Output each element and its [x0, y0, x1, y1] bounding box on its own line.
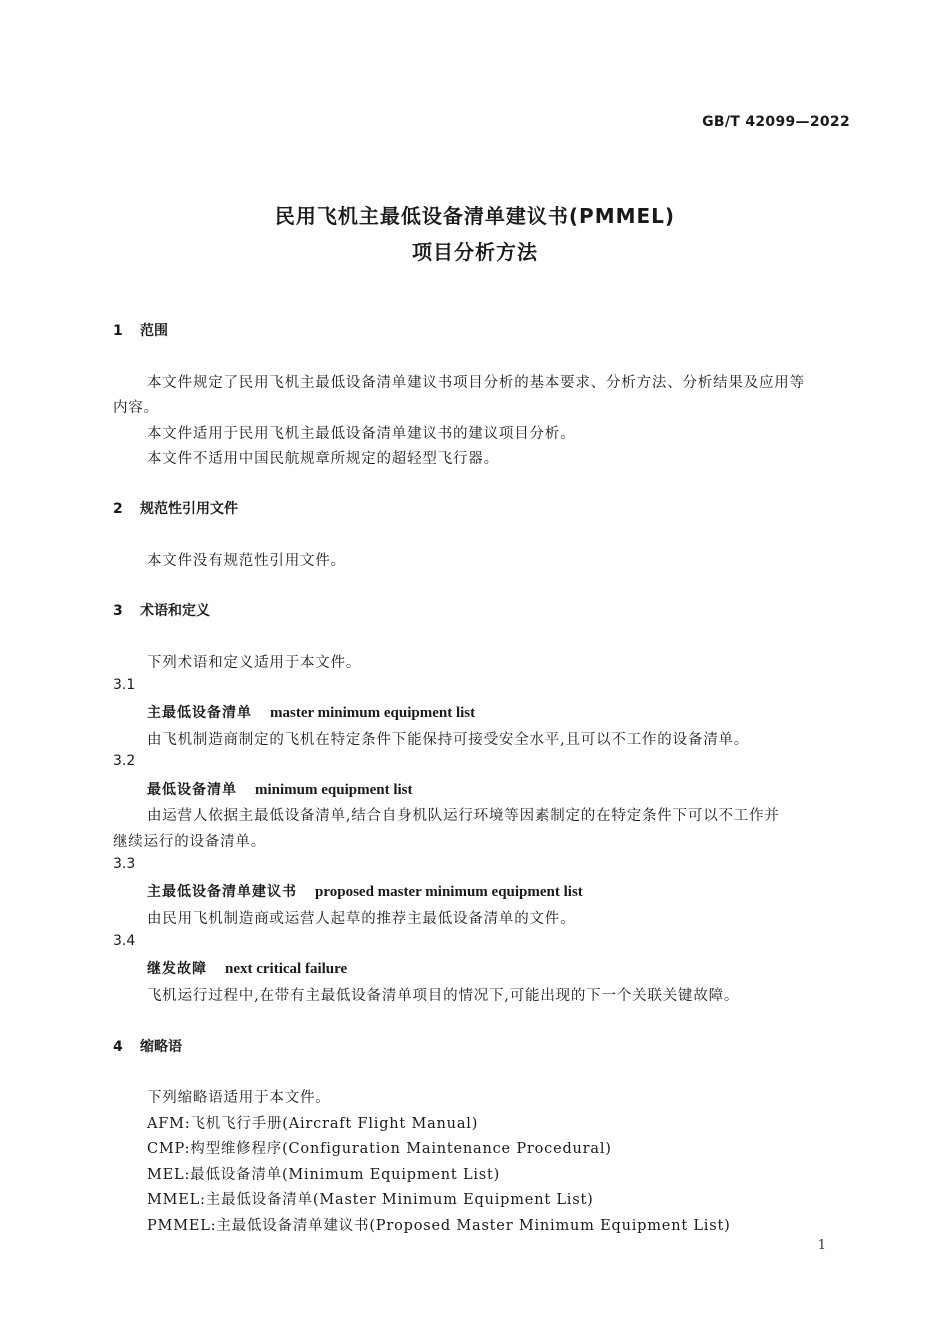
section-3-intro: 下列术语和定义适用于本文件。 — [147, 655, 362, 671]
clause-number: 3.1 — [113, 677, 136, 693]
clause-number: 3.4 — [113, 933, 136, 949]
section-1-paragraph-3: 本文件不适用中国民航规章所规定的超轻型飞行器。 — [147, 451, 499, 467]
term-english: proposed master minimum equipment list — [315, 884, 583, 900]
term-entry — [147, 881, 583, 901]
section-1-paragraph-1-line-2: 内容。 — [113, 400, 159, 416]
term-entry — [147, 779, 413, 799]
abbreviation-item: CMP:构型维修程序(Configuration Maintenance Procedural) — [147, 1141, 612, 1157]
section-2-heading — [113, 498, 238, 518]
term-english: minimum equipment list — [255, 782, 413, 798]
term-definition: 由飞机制造商制定的飞机在特定条件下能保持可接受安全水平,且可以不工作的设备清单。 — [147, 732, 750, 748]
term-entry — [147, 958, 347, 978]
term-chinese: 主最低设备清单 — [147, 705, 252, 721]
term-definition: 由民用飞机制造商或运营人起草的推荐主最低设备清单的文件。 — [147, 911, 576, 927]
document-title-line-2: 项目分析方法 — [412, 240, 538, 264]
term-definition: 由运营人依据主最低设备清单,结合自身机队运行环境等因素制定的在特定条件下可以不工作并 — [147, 808, 780, 824]
section-2-number: 2 — [113, 501, 123, 517]
section-3-title: 术语和定义 — [140, 603, 210, 619]
term-chinese: 继发故障 — [147, 961, 207, 977]
term-english: next critical failure — [225, 961, 348, 977]
term-entry — [147, 702, 475, 722]
section-2-title: 规范性引用文件 — [140, 501, 238, 517]
section-3-heading — [113, 600, 210, 620]
section-4-intro: 下列缩略语适用于本文件。 — [147, 1090, 331, 1106]
abbreviation-item: MEL:最低设备清单(Minimum Equipment List) — [147, 1167, 501, 1183]
abbreviation-item: MMEL:主最低设备清单(Master Minimum Equipment List) — [147, 1192, 594, 1208]
term-chinese: 最低设备清单 — [147, 782, 237, 798]
section-1-title: 范围 — [140, 323, 168, 339]
section-1-number: 1 — [113, 323, 123, 339]
section-4-heading — [113, 1036, 182, 1056]
abbreviation-item: AFM:飞机飞行手册(Aircraft Flight Manual) — [147, 1116, 479, 1132]
term-chinese: 主最低设备清单建议书 — [147, 884, 297, 900]
section-3-number: 3 — [113, 603, 123, 619]
section-1-heading — [113, 320, 168, 340]
page-number: 1 — [817, 1238, 826, 1253]
abbreviation-item: PMMEL:主最低设备清单建议书(Proposed Master Minimum Equipment List) — [147, 1218, 731, 1234]
section-1-paragraph-1-line-1: 本文件规定了民用飞机主最低设备清单建议书项目分析的基本要求、分析方法、分析结果及应用等 — [147, 375, 805, 391]
term-english: master minimum equipment list — [270, 705, 476, 721]
document-title-line-1: 民用飞机主最低设备清单建议书(PMMEL) — [274, 204, 676, 228]
term-definition: 飞机运行过程中,在带有主最低设备清单项目的情况下,可能出现的下一个关联关键故障。 — [147, 988, 740, 1004]
section-4-title: 缩略语 — [140, 1039, 182, 1055]
term-definition-continued: 继续运行的设备清单。 — [113, 834, 266, 850]
clause-number: 3.2 — [113, 753, 136, 769]
clause-number: 3.3 — [113, 856, 136, 872]
section-1-paragraph-2: 本文件适用于民用飞机主最低设备清单建议书的建议项目分析。 — [147, 426, 576, 442]
section-2-paragraph-1: 本文件没有规范性引用文件。 — [147, 553, 346, 569]
section-4-number: 4 — [113, 1039, 123, 1055]
standard-number: GB/T 42099—2022 — [702, 114, 850, 130]
